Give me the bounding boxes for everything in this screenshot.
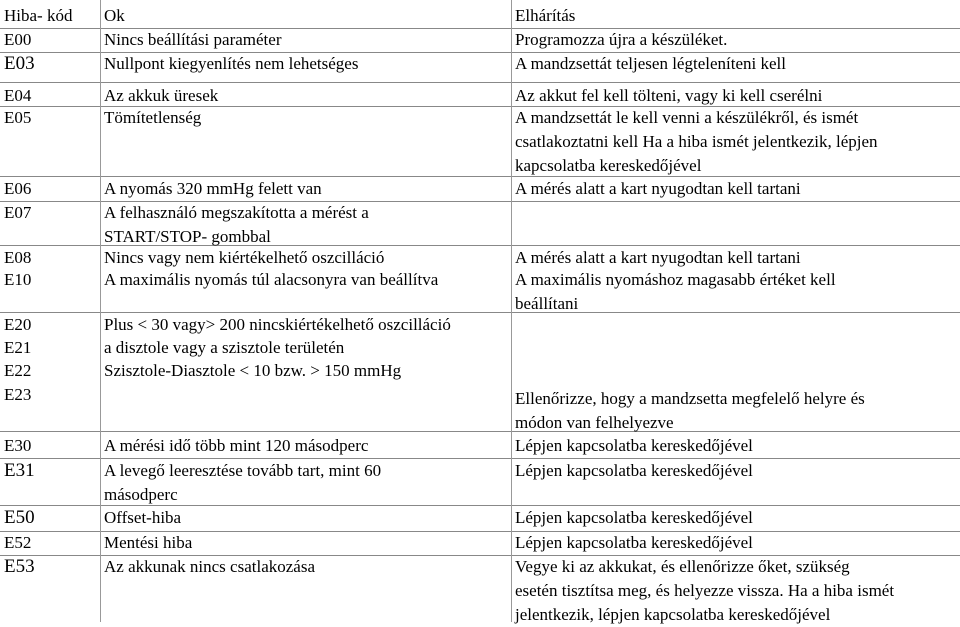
cause-line: START/STOP- gombbal bbox=[104, 227, 271, 246]
remedy-line: Az akkut fel kell tölteni, vagy ki kell cserélni bbox=[515, 86, 823, 105]
error-code: E22 bbox=[4, 361, 32, 380]
table-row bbox=[0, 268, 960, 313]
table-row bbox=[0, 52, 960, 83]
cause-line: A nyomás 320 mmHg felett van bbox=[104, 179, 322, 198]
table-row bbox=[0, 106, 960, 177]
error-code: E08 bbox=[4, 248, 32, 267]
remedy-line: A mérés alatt a kart nyugodtan kell tartani bbox=[515, 179, 801, 198]
error-remedy bbox=[515, 84, 960, 108]
cause-line: Nincs vagy nem kiértékelhető oszcilláció bbox=[104, 248, 385, 267]
table-row bbox=[0, 336, 960, 358]
error-cause bbox=[104, 313, 509, 337]
error-remedy bbox=[515, 531, 960, 555]
error-cause bbox=[104, 268, 509, 292]
table-row bbox=[0, 459, 960, 506]
table-row bbox=[0, 506, 960, 532]
error-code: E53 bbox=[4, 556, 35, 577]
error-cause bbox=[104, 84, 509, 108]
header-code: Hiba- kód bbox=[4, 6, 73, 25]
error-code: E04 bbox=[4, 86, 32, 105]
error-remedy bbox=[515, 555, 960, 627]
error-cause bbox=[104, 246, 509, 270]
remedy-line: módon van felhelyezve bbox=[515, 413, 674, 432]
cause-line: Az akkuk üresek bbox=[104, 86, 219, 105]
error-code: E06 bbox=[4, 179, 32, 198]
error-code: E07 bbox=[4, 203, 32, 222]
cause-line: Offset-hiba bbox=[104, 508, 182, 527]
error-remedy bbox=[515, 177, 960, 201]
error-remedy bbox=[515, 434, 960, 458]
cause-line: a disztole vagy a szisztole területén bbox=[104, 338, 345, 357]
table-row bbox=[0, 246, 960, 268]
table-row bbox=[0, 555, 960, 622]
cause-line: Mentési hiba bbox=[104, 533, 193, 552]
error-remedy bbox=[515, 387, 960, 435]
table-row bbox=[0, 201, 960, 246]
cause-line: Nincs beállítási paraméter bbox=[104, 30, 282, 49]
cause-line: A felhasználó megszakította a mérést a bbox=[104, 203, 369, 222]
error-code: E23 bbox=[4, 385, 32, 404]
table-row bbox=[0, 531, 960, 556]
table-row bbox=[0, 84, 960, 107]
cause-line: Szisztole-Diasztole < 10 bzw. > 150 mmHg bbox=[104, 361, 402, 380]
cause-line: A mérési idő több mint 120 másodperc bbox=[104, 436, 369, 455]
remedy-line: jelentkezik, lépjen kapcsolatba kereskedőjével bbox=[515, 605, 831, 624]
table-row bbox=[0, 434, 960, 459]
remedy-line: A mandzsettát le kell venni a készülékről, és ismét bbox=[515, 108, 859, 127]
table-row bbox=[0, 28, 960, 53]
remedy-line: A mérés alatt a kart nyugodtan kell tartani bbox=[515, 248, 801, 267]
error-cause bbox=[104, 506, 509, 530]
error-cause bbox=[104, 434, 509, 458]
error-remedy bbox=[515, 28, 960, 52]
error-remedy bbox=[515, 106, 960, 178]
cause-line: másodperc bbox=[104, 485, 178, 504]
remedy-line: A mandzsettát teljesen légteleníteni kell bbox=[515, 54, 786, 73]
error-code: E21 bbox=[4, 338, 32, 357]
error-code: E20 bbox=[4, 315, 32, 334]
column-divider bbox=[100, 0, 101, 622]
column-divider bbox=[511, 0, 512, 622]
error-cause bbox=[104, 28, 509, 52]
remedy-line: csatlakoztatni kell Ha a hiba ismét jelentkezik, lépjen bbox=[515, 132, 878, 151]
error-code: E05 bbox=[4, 108, 32, 127]
error-code: E30 bbox=[4, 436, 32, 455]
remedy-line: Ellenőrizze, hogy a mandzsetta megfelelő helyre és bbox=[515, 389, 865, 408]
remedy-line: beállítani bbox=[515, 294, 579, 313]
cause-line: A maximális nyomás túl alacsonyra van beállítva bbox=[104, 270, 439, 289]
error-cause bbox=[104, 459, 509, 507]
remedy-line: Lépjen kapcsolatba kereskedőjével bbox=[515, 436, 753, 455]
remedy-line: Lépjen kapcsolatba kereskedőjével bbox=[515, 508, 753, 527]
cause-line: Nullpont kiegyenlítés nem lehetséges bbox=[104, 54, 359, 73]
cause-line: Az akkunak nincs csatlakozása bbox=[104, 557, 315, 576]
table-header bbox=[0, 4, 960, 29]
header-cause: Ok bbox=[104, 6, 125, 25]
error-cause bbox=[104, 201, 509, 249]
remedy-line: A maximális nyomáshoz magasabb értéket kell bbox=[515, 270, 836, 289]
error-cause bbox=[104, 531, 509, 555]
error-code: E50 bbox=[4, 507, 35, 528]
header-remedy: Elhárítás bbox=[515, 6, 576, 25]
error-cause bbox=[104, 555, 509, 579]
remedy-line: Vegye ki az akkukat, és ellenőrizze őket, szükség bbox=[515, 557, 850, 576]
error-remedy bbox=[515, 246, 960, 270]
cause-line: Plus < 30 vagy> 200 nincskiértékelhető oszcilláció bbox=[104, 315, 451, 334]
cause-line: Tömítetlenség bbox=[104, 108, 202, 127]
remedy-line: Lépjen kapcsolatba kereskedőjével bbox=[515, 533, 753, 552]
remedy-line: Programozza újra a készüléket. bbox=[515, 30, 728, 49]
error-code: E10 bbox=[4, 270, 32, 289]
remedy-line: esetén tisztítsa meg, és helyezze vissza. Ha a hiba ismét bbox=[515, 581, 895, 600]
error-remedy bbox=[515, 52, 960, 76]
error-code: E31 bbox=[4, 460, 35, 481]
error-remedy bbox=[515, 268, 960, 316]
table-row bbox=[0, 313, 960, 335]
cause-line: A levegő leeresztése tovább tart, mint 60 bbox=[104, 461, 382, 480]
remedy-line: Lépjen kapcsolatba kereskedőjével bbox=[515, 461, 753, 480]
error-cause bbox=[104, 359, 509, 383]
table-row bbox=[0, 177, 960, 202]
error-remedy bbox=[515, 459, 960, 483]
table-row bbox=[0, 359, 960, 381]
table-row bbox=[0, 383, 960, 432]
error-code: E52 bbox=[4, 533, 32, 552]
error-cause bbox=[104, 52, 509, 76]
error-remedy bbox=[515, 506, 960, 530]
error-cause bbox=[104, 336, 509, 360]
remedy-line: kapcsolatba kereskedőjével bbox=[515, 156, 702, 175]
error-cause bbox=[104, 177, 509, 201]
error-code: E03 bbox=[4, 53, 35, 74]
error-cause bbox=[104, 106, 509, 130]
error-code: E00 bbox=[4, 30, 32, 49]
